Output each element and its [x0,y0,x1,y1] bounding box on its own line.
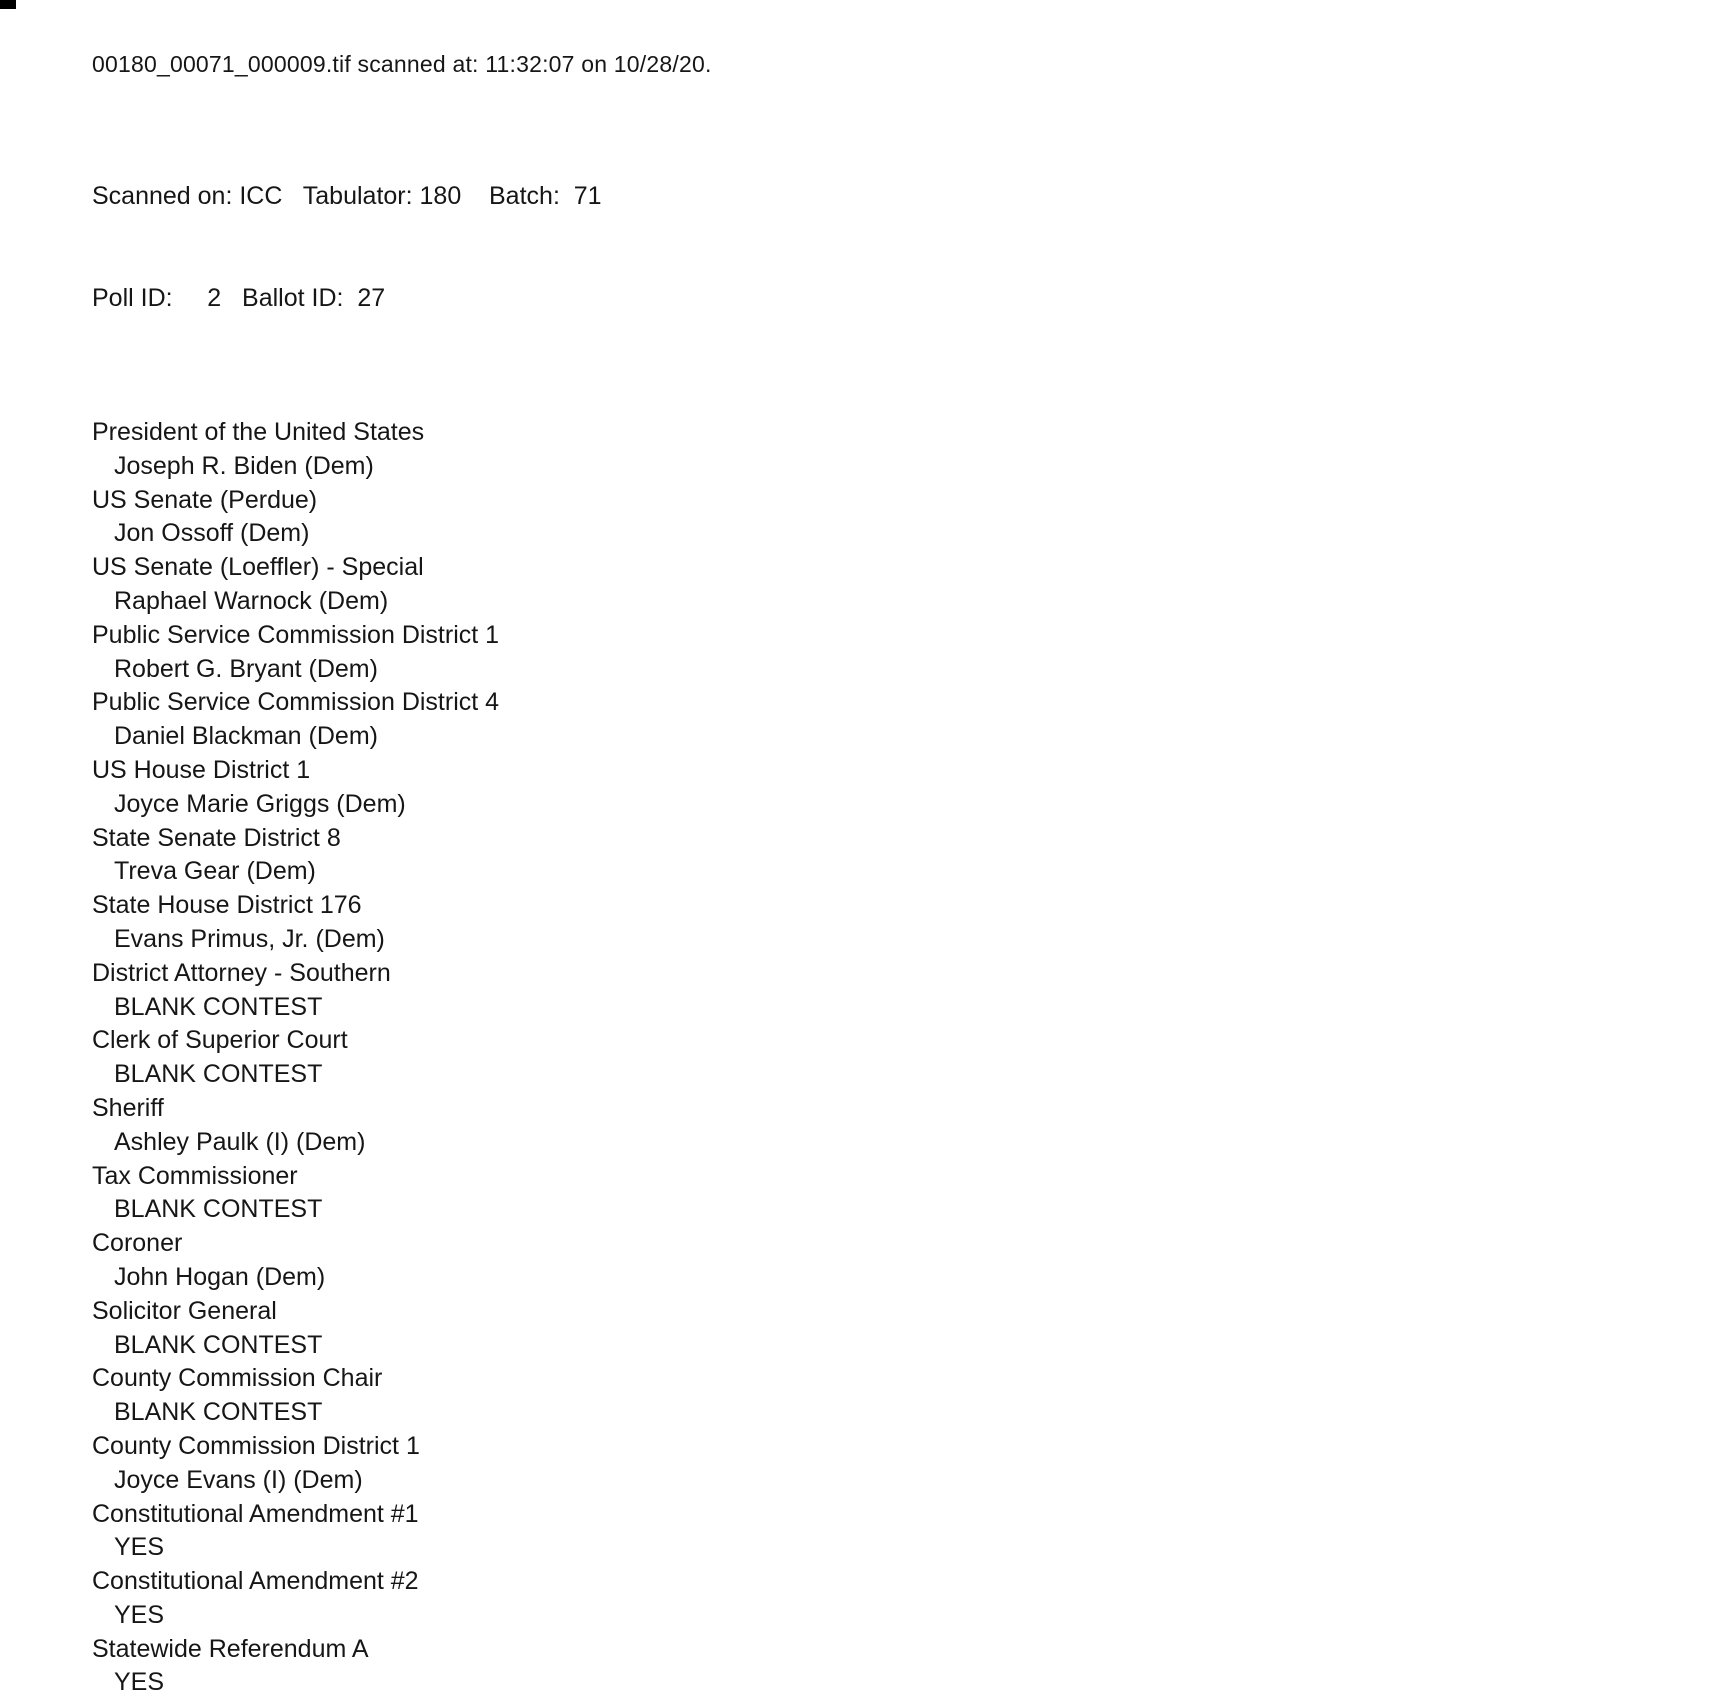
contest-title: Public Service Commission District 4 [92,688,500,717]
contest-vote: BLANK CONTEST [114,1195,323,1224]
contest-title: County Commission Chair [92,1364,383,1393]
contest-vote: YES [114,1668,165,1697]
contest-title: US Senate (Loeffler) - Special [92,553,424,582]
contest-title: County Commission District 1 [92,1431,420,1460]
contest-title: State House District 176 [92,891,362,920]
contest-vote: Raphael Warnock (Dem) [114,586,389,615]
contest-title: Constitutional Amendment #2 [92,1567,419,1596]
poll-ballot-info-line: Poll ID: 2 Ballot ID: 27 [92,284,386,312]
contest-title: State Senate District 8 [92,823,341,852]
contest-vote: BLANK CONTEST [114,1060,323,1089]
contest-title: US Senate (Perdue) [92,485,318,514]
contest-vote: Evans Primus, Jr. (Dem) [114,924,385,953]
contest-vote: Robert G. Bryant (Dem) [114,654,378,683]
contest-title: Clerk of Superior Court [92,1026,348,1055]
scanned-ballot-page [92,50,1592,1700]
contest-title: District Attorney - Southern [92,958,391,987]
contest-vote: Joyce Evans (I) (Dem) [114,1465,363,1494]
contest-vote: YES [114,1533,165,1562]
contest-title: President of the United States [92,418,425,446]
scanner-info-line: Scanned on: ICC Tabulator: 180 Batch: 71 [92,182,602,210]
contest-list [92,416,1592,1700]
contest-vote: Jon Ossoff (Dem) [114,519,310,548]
scan-meta-block [92,111,1592,383]
contest-vote: BLANK CONTEST [114,1330,323,1359]
contest-title: Constitutional Amendment #1 [92,1499,419,1528]
contest-title: Solicitor General [92,1296,277,1325]
contest-title: Coroner [92,1229,183,1258]
contest-vote: BLANK CONTEST [114,992,323,1021]
contest-vote: Joyce Marie Griggs (Dem) [114,789,406,818]
contest-vote: Ashley Paulk (I) (Dem) [114,1127,366,1156]
contest-title: Public Service Commission District 1 [92,620,500,649]
contest-title: Tax Commissioner [92,1161,298,1190]
contest-title: Sheriff [92,1093,164,1122]
contest-vote: Treva Gear (Dem) [114,857,316,886]
contest-vote: BLANK CONTEST [114,1398,323,1427]
contest-vote: Joseph R. Biden (Dem) [114,451,374,480]
contest-vote: Daniel Blackman (Dem) [114,722,378,751]
scan-filename-line: 00180_00071_000009.tif scanned at: 11:32:07 on 10/28/20. [92,51,712,77]
contest-vote: YES [114,1600,165,1629]
scan-artifact-corner-mark [0,0,16,9]
contest-title: US House District 1 [92,755,311,784]
contest-title: Statewide Referendum A [92,1634,369,1663]
contest-vote: John Hogan (Dem) [114,1262,326,1291]
